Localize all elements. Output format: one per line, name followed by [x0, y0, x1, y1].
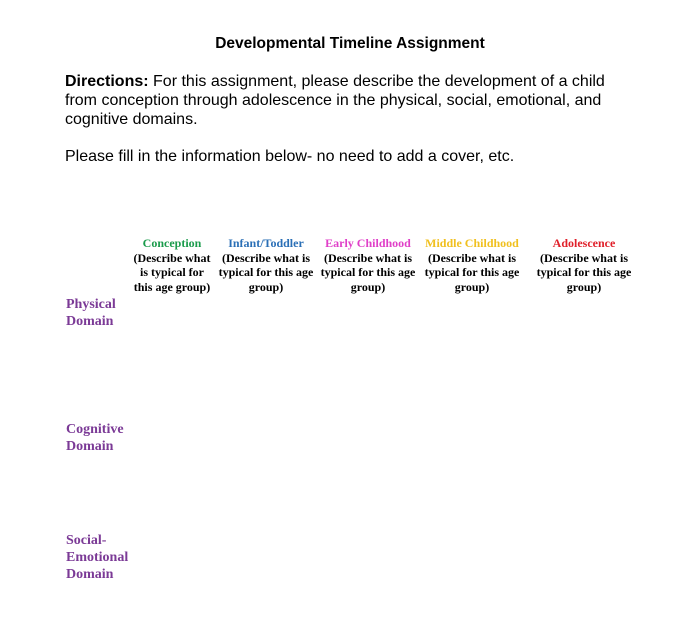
- directions-label: Directions:: [65, 73, 149, 90]
- column-title: Infant/Toddler: [228, 236, 304, 250]
- column-title: Conception: [142, 236, 202, 250]
- column-description: (Describe what is typical for this age group): [133, 250, 211, 294]
- column-description: (Describe what is typical for this age group): [218, 250, 314, 294]
- row-label-physical: Physical Domain: [66, 297, 116, 329]
- column-header-middle-childhood: [420, 236, 524, 294]
- row-label-social-emotional: Social- Emotional Domain: [66, 533, 129, 582]
- column-header-early-childhood: [320, 236, 416, 294]
- column-description: (Describe what is typical for this age group): [424, 250, 520, 294]
- column-title: Early Childhood: [325, 236, 411, 250]
- column-title: Middle Childhood: [425, 236, 519, 250]
- instruction-text: Please fill in the information below- no need to add a cover, etc.: [65, 148, 515, 165]
- directions-text: For this assignment, please describe the development of a child from conception through adolescence in the physical, social, emotional, and cognitive domains.: [65, 73, 605, 128]
- page-title: Developmental Timeline Assignment: [215, 35, 485, 52]
- column-description: (Describe what is typical for this age group): [536, 250, 632, 294]
- column-description: (Describe what is typical for this age group): [320, 250, 416, 294]
- directions-paragraph: [65, 72, 625, 129]
- column-title: Adolescence: [552, 236, 616, 250]
- row-label-cognitive: Cognitive Domain: [66, 422, 124, 454]
- column-header-adolescence: [532, 236, 636, 294]
- column-header-infant-toddler: [214, 236, 318, 294]
- column-header-conception: [130, 236, 214, 294]
